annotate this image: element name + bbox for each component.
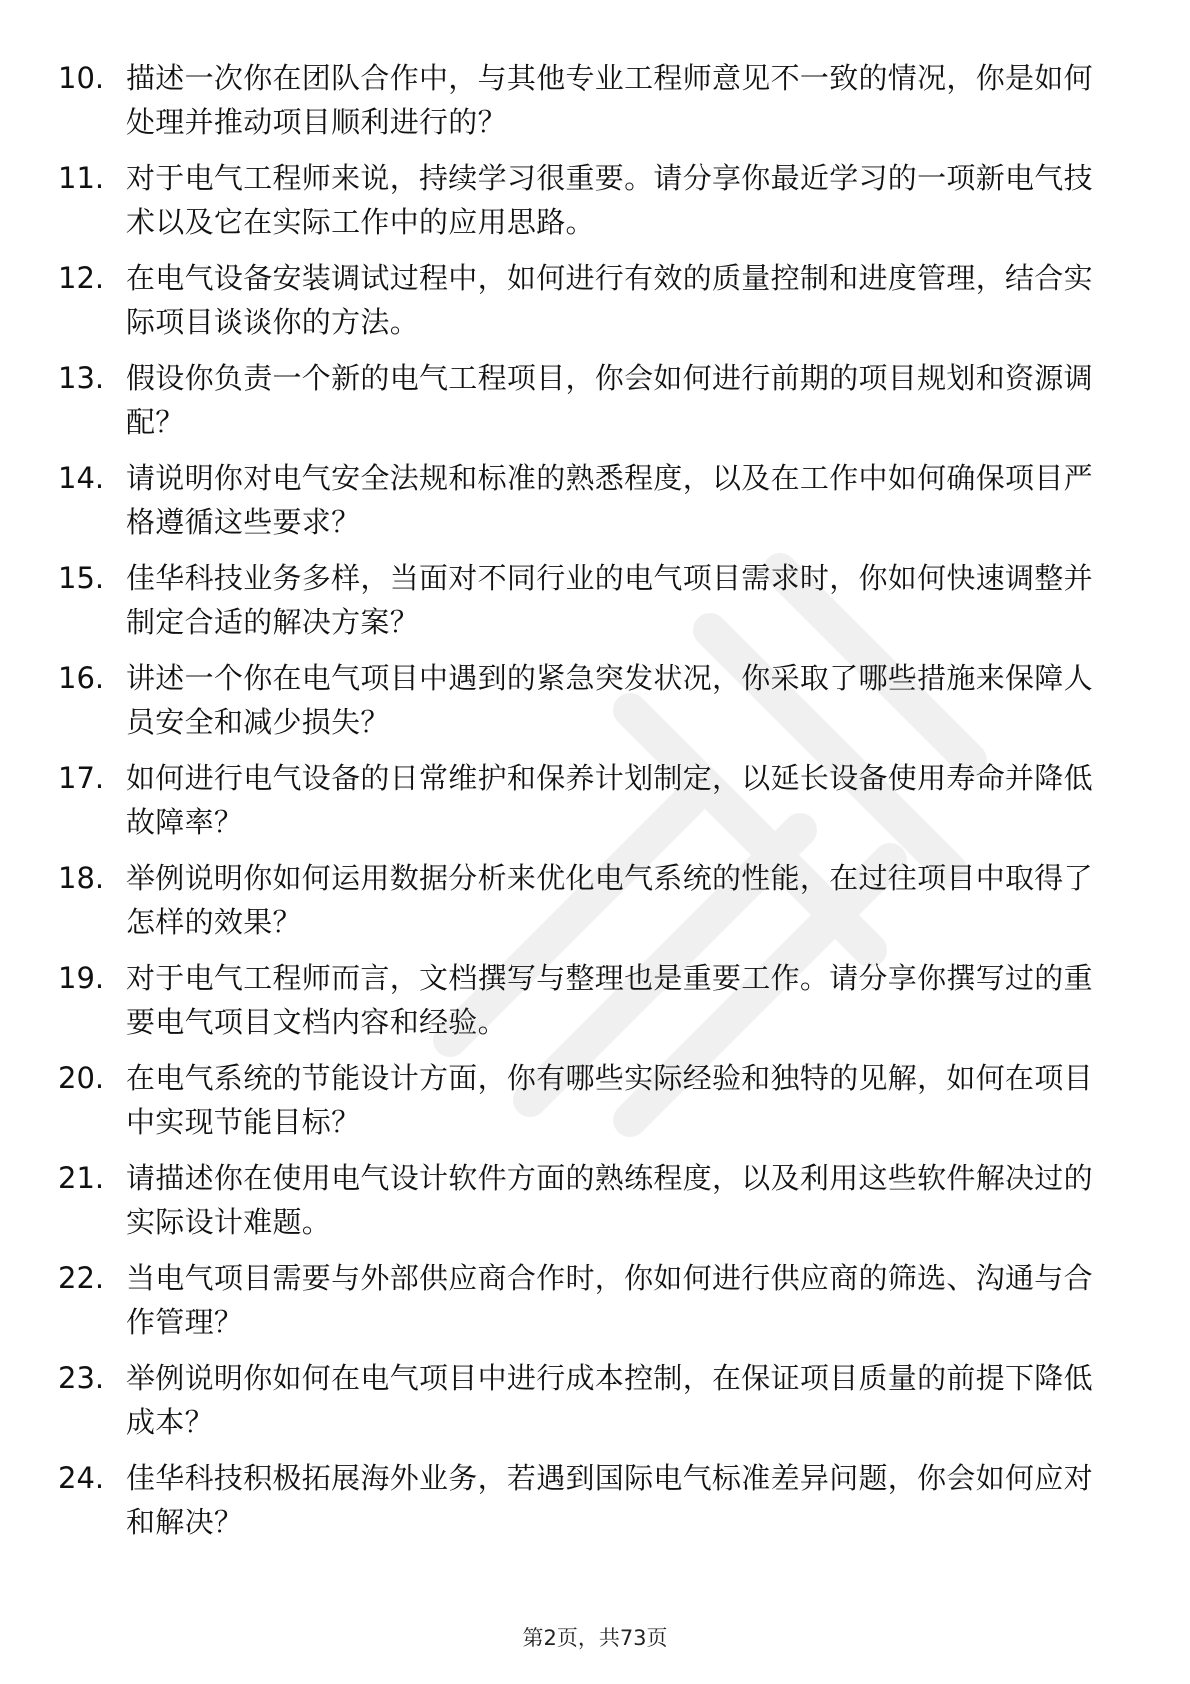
question-item [0, 1050, 1190, 1150]
question-item [0, 850, 1190, 950]
question-item [0, 450, 1190, 550]
page-number-label: 第2页，共73页 [522, 1626, 668, 1650]
question-text: 佳华科技积极拓展海外业务，若遇到国际电气标准差异问题，你会如何应对和解决？ [126, 1461, 1093, 1539]
question-item [0, 250, 1190, 350]
question-text: 假设你负责一个新的电气工程项目，你会如何进行前期的项目规划和资源调配？ [126, 361, 1093, 439]
question-number: 23. [58, 1361, 105, 1395]
question-item [0, 350, 1190, 450]
question-number: 10. [58, 61, 105, 95]
question-text: 举例说明你如何在电气项目中进行成本控制，在保证项目质量的前提下降低成本？ [126, 1361, 1093, 1439]
question-item [0, 650, 1190, 750]
question-number: 15. [58, 561, 105, 595]
question-item [0, 150, 1190, 250]
question-number: 13. [58, 361, 105, 395]
question-item [0, 1150, 1190, 1250]
question-item [0, 750, 1190, 850]
question-number: 20. [58, 1061, 105, 1095]
question-item [0, 950, 1190, 1050]
question-number: 12. [58, 261, 105, 295]
question-number: 16. [58, 661, 105, 695]
question-number: 14. [58, 461, 105, 495]
question-list [0, 50, 1190, 1550]
question-text: 佳华科技业务多样，当面对不同行业的电气项目需求时，你如何快速调整并制定合适的解决方案？ [126, 561, 1093, 639]
question-number: 24. [58, 1461, 105, 1495]
question-item [0, 1250, 1190, 1350]
question-text: 请描述你在使用电气设计软件方面的熟练程度，以及利用这些软件解决过的实际设计难题。 [126, 1161, 1093, 1239]
page-footer [0, 1623, 1190, 1653]
question-item [0, 550, 1190, 650]
question-text: 在电气设备安装调试过程中，如何进行有效的质量控制和进度管理，结合实际项目谈谈你的方法。 [126, 261, 1093, 339]
question-text: 当电气项目需要与外部供应商合作时，你如何进行供应商的筛选、沟通与合作管理？ [126, 1261, 1093, 1339]
question-text: 举例说明你如何运用数据分析来优化电气系统的性能，在过往项目中取得了怎样的效果？ [126, 861, 1093, 939]
question-number: 19. [58, 961, 105, 995]
question-number: 21. [58, 1161, 105, 1195]
question-number: 18. [58, 861, 105, 895]
question-text: 讲述一个你在电气项目中遇到的紧急突发状况，你采取了哪些措施来保障人员安全和减少损失？ [126, 661, 1093, 739]
question-number: 17. [58, 761, 105, 795]
question-number: 22. [58, 1261, 105, 1295]
question-text: 在电气系统的节能设计方面，你有哪些实际经验和独特的见解，如何在项目中实现节能目标？ [126, 1061, 1093, 1139]
question-text: 对于电气工程师来说，持续学习很重要。请分享你最近学习的一项新电气技术以及它在实际工作中的应用思路。 [126, 161, 1093, 239]
question-item [0, 1350, 1190, 1450]
question-number: 11. [58, 161, 105, 195]
question-item [0, 50, 1190, 150]
question-text: 对于电气工程师而言，文档撰写与整理也是重要工作。请分享你撰写过的重要电气项目文档内容和经验。 [126, 961, 1093, 1039]
question-item [0, 1450, 1190, 1550]
question-text: 请说明你对电气安全法规和标准的熟悉程度，以及在工作中如何确保项目严格遵循这些要求？ [126, 461, 1093, 539]
question-text: 如何进行电气设备的日常维护和保养计划制定，以延长设备使用寿命并降低故障率？ [126, 761, 1093, 839]
question-text: 描述一次你在团队合作中，与其他专业工程师意见不一致的情况，你是如何处理并推动项目顺利进行的？ [126, 61, 1093, 139]
